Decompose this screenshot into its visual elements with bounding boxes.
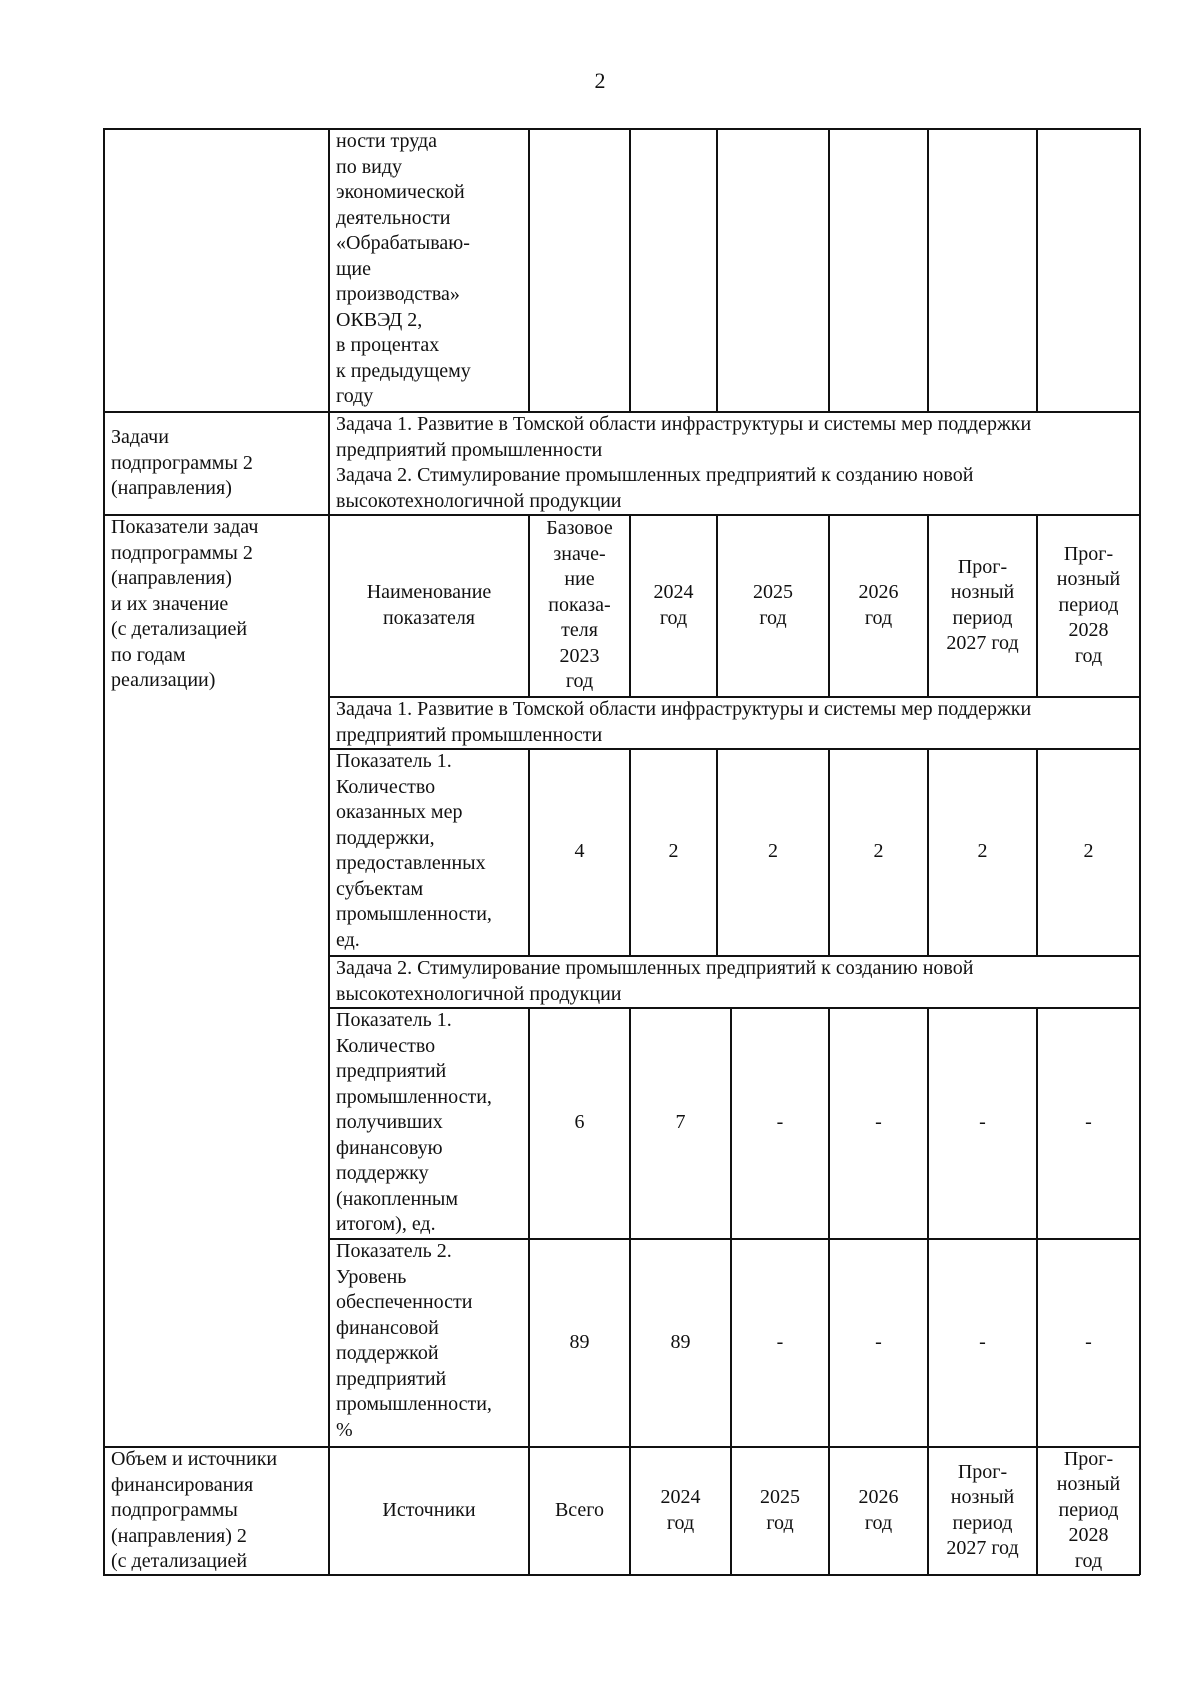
financing-header-total: Всего — [554, 1498, 605, 1521]
task-1-indicator-value-2028: 2 — [1083, 840, 1094, 863]
header-2024: 2024 год — [653, 581, 694, 629]
task-2-text: Задача 2. Стимулирование промышленных предприятий к созданию новой высокотехнологичной продукции — [336, 464, 974, 512]
table-line — [629, 128, 631, 412]
financing-header-2025: 2025 год — [760, 1486, 800, 1534]
financing-header-2027: Прог- нозный период 2027 год — [946, 1460, 1019, 1559]
indicator-name-continuation: ности труда по виду экономической деятельности «Обрабатываю- щие производства» ОКВЭД 2, в процентах к предыдущему году — [336, 130, 471, 407]
indicators-label: Показатели задач подпрограммы 2 (направления) и их значение (с детализацией по годам реализации) — [111, 516, 259, 691]
task-2-indicator-2-value-2025: - — [776, 1330, 784, 1353]
financing-header-2028: Прог- нозный период 2028 год — [1056, 1447, 1121, 1572]
financing-header-sources: Источники — [382, 1498, 476, 1521]
task-1-title: Задача 1. Развитие в Томской области инфраструктуры и системы мер поддержки предприятий промышленности — [336, 698, 1032, 746]
header-base-value: Базовое значе- ние показа- теля 2023 год — [546, 517, 613, 693]
financing-header-2024: 2024 год — [660, 1486, 701, 1534]
task-1-text: Задача 1. Развитие в Томской области инфраструктуры и системы мер поддержки предприятий промышленности — [336, 413, 1032, 461]
table-line — [528, 128, 530, 412]
task-2-indicator-1-value-base: 6 — [574, 1111, 585, 1134]
table-line — [103, 128, 1140, 130]
header-indicator-name: Наименование показателя — [366, 581, 492, 629]
tasks-label: Задачи подпрограммы 2 (направления) — [111, 426, 253, 499]
task-2-indicator-1-value-2025: - — [776, 1111, 784, 1134]
financing-label: Объем и источники финансирования подпрограммы (направления) 2 (с детализацией — [111, 1448, 278, 1572]
table-line — [828, 128, 830, 412]
task-2-indicator-1-value-2028: - — [1085, 1111, 1092, 1134]
table-line — [103, 128, 105, 1575]
table-line — [1139, 128, 1141, 1575]
task-2-indicator-2-value-2024: 89 — [670, 1330, 691, 1353]
task-2-indicator-2-name: Показатель 2. Уровень обеспеченности финансовой поддержкой предприятий промышленности, % — [336, 1240, 492, 1441]
header-2027: Прог- нозный период 2027 год — [946, 555, 1019, 654]
task-1-indicator-value-2025: 2 — [768, 840, 778, 863]
table-line — [103, 1574, 1140, 1576]
task-2-indicator-1-value-2024: 7 — [675, 1111, 686, 1134]
task-1-indicator-value-2026: 2 — [873, 840, 884, 863]
header-2028: Прог- нозный период 2028 год — [1056, 542, 1121, 667]
tasks-list — [330, 412, 1139, 514]
task-2-indicator-2-value-2026: - — [875, 1330, 882, 1353]
task-1-indicator-name: Показатель 1. Количество оказанных мер поддержки, предоставленных субъектам промышленности, ед. — [336, 750, 492, 951]
task-2-indicator-2-value-2027: - — [979, 1330, 986, 1353]
task-2-title: Задача 2. Стимулирование промышленных предприятий к созданию новой высокотехнологичной продукции — [336, 957, 974, 1005]
page-number: 2 — [594, 68, 606, 93]
table-line — [1036, 128, 1038, 412]
task-1-indicator-value-base: 4 — [574, 840, 585, 863]
header-2026: 2026 год — [858, 581, 899, 629]
task-1-indicator-value-2027: 2 — [977, 840, 988, 863]
task-2-indicator-1-name: Показатель 1. Количество предприятий промышленности, получивших финансовую поддержку (накопленным итогом), ед. — [336, 1009, 492, 1235]
financing-header-2026: 2026 год — [858, 1486, 899, 1534]
task-1-indicator-value-2024: 2 — [668, 840, 679, 863]
task-2-indicator-2-value-base: 89 — [569, 1330, 590, 1353]
task-2-indicator-1-value-2027: - — [979, 1111, 986, 1134]
header-2025: 2025 год — [753, 581, 793, 629]
table-line — [927, 128, 929, 412]
table-line — [716, 128, 718, 412]
task-2-indicator-2-value-2028: - — [1085, 1330, 1092, 1353]
task-2-indicator-1-value-2026: - — [875, 1111, 882, 1134]
